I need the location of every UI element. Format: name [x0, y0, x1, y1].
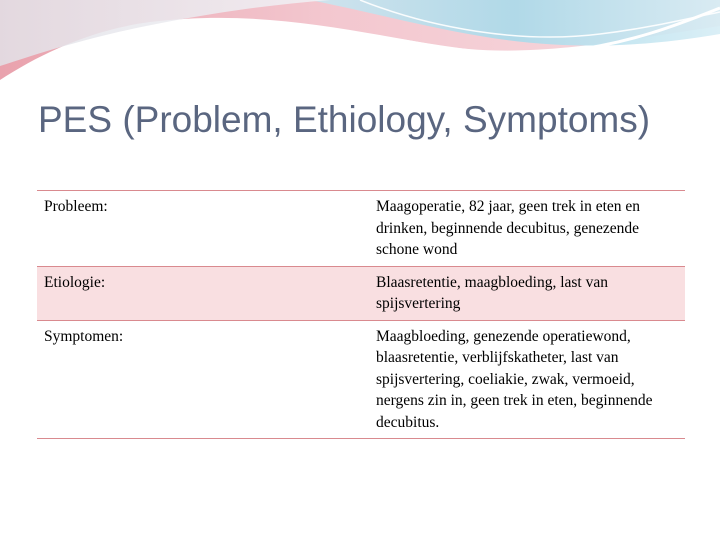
row-label: Etiologie:: [44, 273, 106, 291]
table-row-symptomen: [37, 320, 685, 439]
row-label: Symptomen:: [44, 327, 124, 345]
table-row-probleem: [37, 191, 685, 267]
row-value: Maagoperatie, 82 jaar, geen trek in eten en drinken, beginnende decubitus, genezende schone wond: [376, 198, 641, 258]
decorative-wave-banner: [0, 0, 720, 90]
pes-table: [37, 190, 685, 439]
table-row-etiologie: [37, 266, 685, 320]
slide-title: PES (Problem, Ethiology, Symptoms): [38, 99, 651, 140]
row-value: Blaasretentie, maagbloeding, last van spijsvertering: [376, 273, 608, 312]
row-value: Maagbloeding, genezende operatiewond, blaasretentie, verblijfskatheter, last van spijsvertering, coeliakie, zwak, vermoeid, nergens zin in, geen trek in eten, beginnende decubitus.: [376, 327, 653, 431]
row-label: Probleem:: [44, 198, 108, 215]
